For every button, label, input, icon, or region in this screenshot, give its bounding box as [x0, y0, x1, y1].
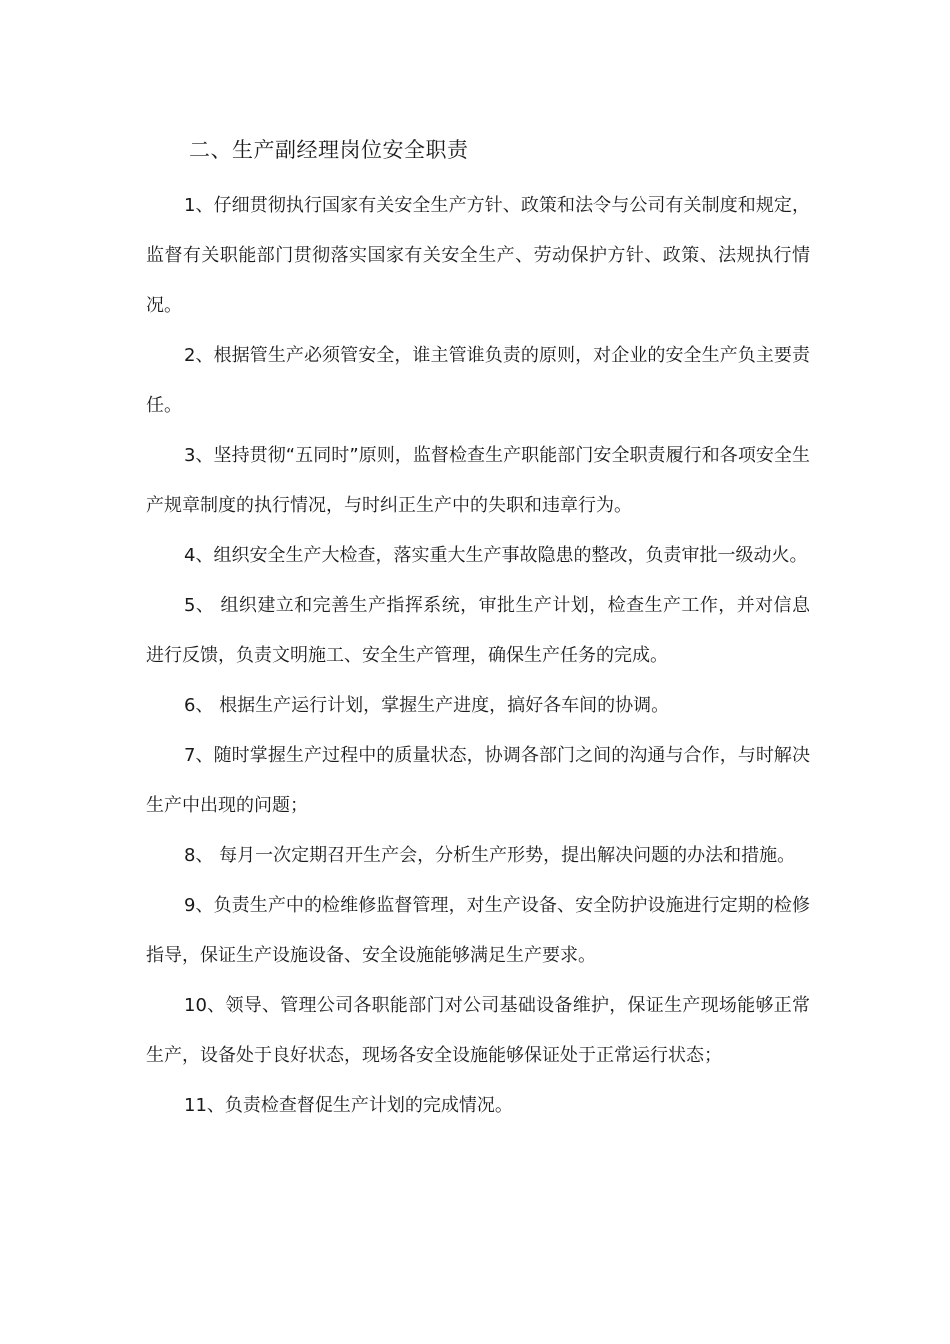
document-body: [146, 181, 810, 1131]
paragraph-2: 2、根据管生产必须管安全，谁主管谁负责的原则，对企业的安全生产负主要责任。: [146, 345, 810, 416]
paragraph-5: 5、 组织建立和完善生产指挥系统，审批生产计划，检查生产工作，并对信息进行反馈，负责文明施工、安全生产管理，确保生产任务的完成。: [146, 595, 810, 666]
section-title: 二、生产副经理岗位安全职责: [189, 138, 469, 162]
paragraph-10: 10、领导、管理公司各职能部门对公司基础设备维护，保证生产现场能够正常生产，设备处于良好状态，现场各安全设施能够保证处于正常运行状态；: [146, 995, 810, 1066]
paragraph-8: 8、 每月一次定期召开生产会，分析生产形势，提出解决问题的办法和措施。: [184, 845, 796, 866]
paragraph-3: 3、坚持贯彻“五同时”原则，监督检查生产职能部门安全职责履行和各项安全生产规章制度的执行情况，与时纠正生产中的失职和违章行为。: [146, 445, 810, 516]
paragraph-1: 1、仔细贯彻执行国家有关安全生产方针、政策和法令与公司有关制度和规定，监督有关职能部门贯彻落实国家有关安全生产、劳动保护方针、政策、法规执行情况。: [146, 195, 810, 316]
paragraph-11: 11、负责检查督促生产计划的完成情况。: [184, 1095, 513, 1116]
paragraph-6: 6、 根据生产运行计划，掌握生产进度，搞好各车间的协调。: [184, 695, 670, 716]
paragraph-4: 4、组织安全生产大检查，落实重大生产事故隐患的整改，负责审批一级动火。: [184, 545, 808, 566]
paragraph-9: 9、负责生产中的检维修监督管理，对生产设备、安全防护设施进行定期的检修指导，保证生产设施设备、安全设施能够满足生产要求。: [146, 895, 810, 966]
paragraph-7: 7、随时掌握生产过程中的质量状态，协调各部门之间的沟通与合作，与时解决生产中出现的问题；: [146, 745, 810, 816]
